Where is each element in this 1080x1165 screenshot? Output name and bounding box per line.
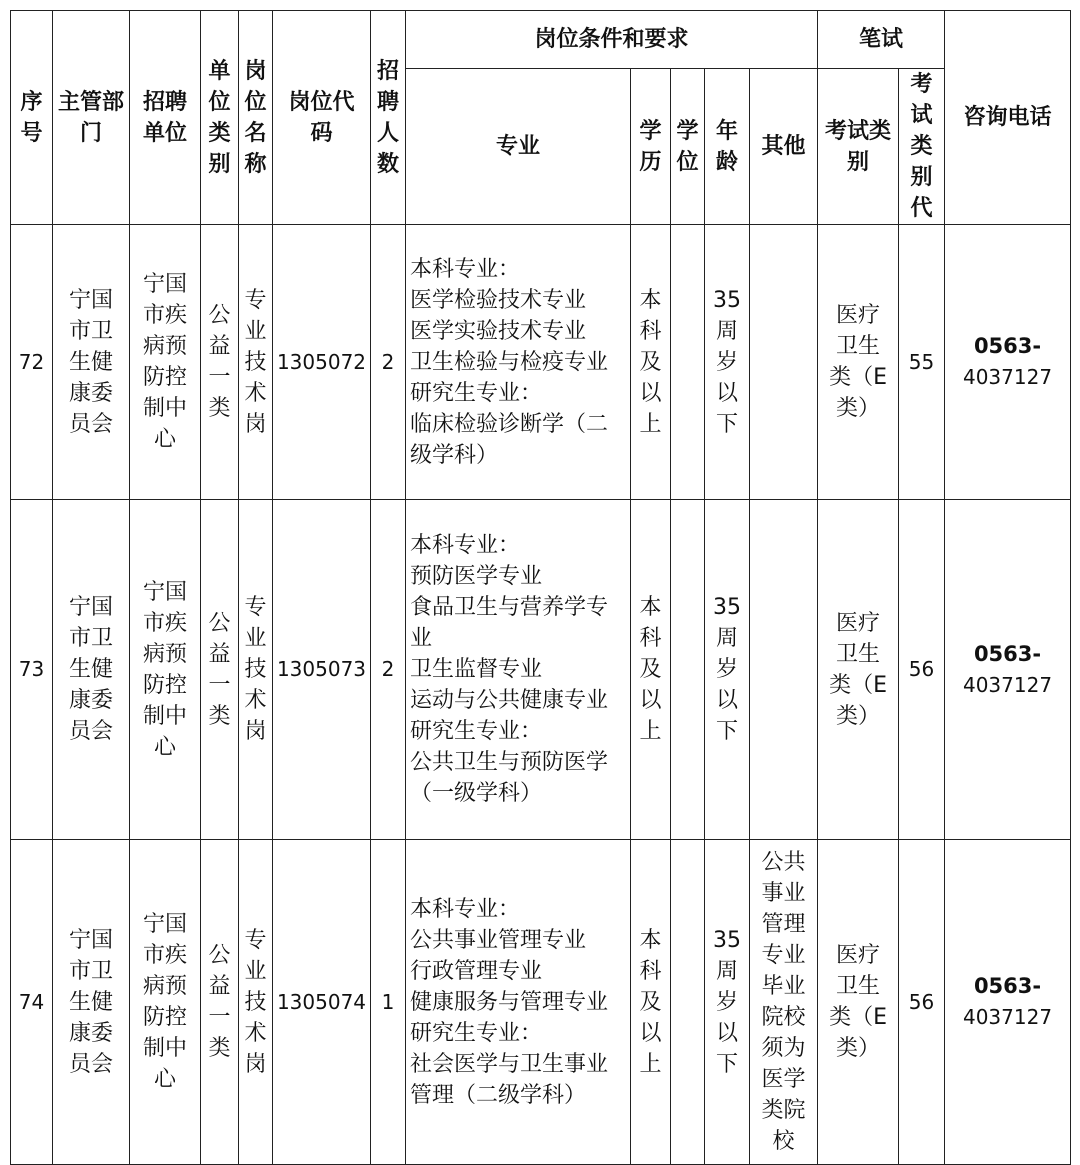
cell-dept: 宁国 市卫 生健 康委 员会 — [53, 840, 130, 1165]
cell-seq: 74 — [11, 840, 53, 1165]
phone-area-code: 0563- — [973, 641, 1042, 666]
cell-exam-type: 医疗 卫生 类（E 类） — [818, 840, 899, 1165]
cell-major: 本科专业： 预防医学专业 食品卫生与营养学专 业 卫生监督专业 运动与公共健康专业 研究生专业： 公共卫生与预防医学 （一级学科） — [406, 500, 631, 840]
cell-exam-code: 55 — [899, 225, 945, 500]
cell-seq: 72 — [11, 225, 53, 500]
header-unit: 招聘 单位 — [130, 11, 201, 225]
cell-seq: 73 — [11, 500, 53, 840]
cell-unit: 宁国 市疾 病预 防控 制中 心 — [130, 840, 201, 1165]
header-exam-code: 考 试 类 别 代 — [899, 69, 945, 225]
cell-degree — [671, 225, 705, 500]
cell-other: 公共 事业 管理 专业 毕业 院校 须为 医学 类院 校 — [750, 840, 818, 1165]
cell-other — [750, 225, 818, 500]
cell-phone — [945, 840, 1071, 1165]
cell-post-name: 专 业 技 术 岗 — [239, 840, 273, 1165]
cell-unit-type: 公 益 一 类 — [201, 840, 239, 1165]
phone-number: 4037127 — [962, 1005, 1053, 1029]
cell-age: 35 周 岁 以 下 — [705, 840, 750, 1165]
header-row-top — [11, 11, 1071, 69]
cell-count: 2 — [371, 225, 406, 500]
header-major: 专业 — [406, 69, 631, 225]
header-post-code: 岗位代 码 — [273, 11, 371, 225]
table-row — [11, 840, 1071, 1165]
cell-education: 本 科 及 以 上 — [631, 225, 671, 500]
cell-age: 35 周 岁 以 下 — [705, 500, 750, 840]
header-count: 招 聘 人 数 — [371, 11, 406, 225]
cell-dept: 宁国 市卫 生健 康委 员会 — [53, 500, 130, 840]
cell-post-code: 1305072 — [273, 225, 371, 500]
table-row — [11, 225, 1071, 500]
header-education: 学 历 — [631, 69, 671, 225]
cell-unit: 宁国 市疾 病预 防控 制中 心 — [130, 225, 201, 500]
table-row — [11, 500, 1071, 840]
phone-number: 4037127 — [962, 672, 1053, 697]
header-seq: 序 号 — [11, 11, 53, 225]
cell-unit-type: 公 益 一 类 — [201, 225, 239, 500]
header-other: 其他 — [750, 69, 818, 225]
cell-degree — [671, 500, 705, 840]
cell-post-code: 1305074 — [273, 840, 371, 1165]
header-unit-type: 单 位 类 别 — [201, 11, 239, 225]
header-exam-type: 考试类 别 — [818, 69, 899, 225]
cell-other — [750, 500, 818, 840]
cell-dept: 宁国 市卫 生健 康委 员会 — [53, 225, 130, 500]
cell-post-name: 专 业 技 术 岗 — [239, 500, 273, 840]
phone-number: 4037127 — [962, 365, 1053, 389]
cell-count: 1 — [371, 840, 406, 1165]
cell-degree — [671, 840, 705, 1165]
header-degree: 学 位 — [671, 69, 705, 225]
cell-age: 35 周 岁 以 下 — [705, 225, 750, 500]
cell-phone — [945, 500, 1071, 840]
cell-phone — [945, 225, 1071, 500]
cell-major: 本科专业： 医学检验技术专业 医学实验技术专业 卫生检验与检疫专业 研究生专业： 临床检验诊断学（二 级学科） — [406, 225, 631, 500]
cell-unit: 宁国 市疾 病预 防控 制中 心 — [130, 500, 201, 840]
cell-post-name: 专 业 技 术 岗 — [239, 225, 273, 500]
cell-unit-type: 公 益 一 类 — [201, 500, 239, 840]
cell-education: 本 科 及 以 上 — [631, 840, 671, 1165]
phone-area-code: 0563- — [973, 974, 1042, 998]
cell-exam-code: 56 — [899, 840, 945, 1165]
recruitment-table-container — [10, 10, 1070, 1158]
header-conditions: 岗位条件和要求 — [406, 11, 818, 69]
header-written: 笔试 — [818, 11, 945, 69]
cell-exam-type: 医疗 卫生 类（E 类） — [818, 225, 899, 500]
header-dept: 主管部 门 — [53, 11, 130, 225]
cell-post-code: 1305073 — [273, 500, 371, 840]
header-post-name: 岗 位 名 称 — [239, 11, 273, 225]
cell-exam-code: 56 — [899, 500, 945, 840]
header-age: 年 龄 — [705, 69, 750, 225]
recruitment-table — [10, 10, 1071, 1165]
cell-exam-type: 医疗 卫生 类（E 类） — [818, 500, 899, 840]
cell-education: 本 科 及 以 上 — [631, 500, 671, 840]
cell-count: 2 — [371, 500, 406, 840]
cell-major: 本科专业： 公共事业管理专业 行政管理专业 健康服务与管理专业 研究生专业： 社会医学与卫生事业 管理（二级学科） — [406, 840, 631, 1165]
phone-area-code: 0563- — [973, 334, 1042, 358]
header-phone: 咨询电话 — [945, 11, 1071, 225]
